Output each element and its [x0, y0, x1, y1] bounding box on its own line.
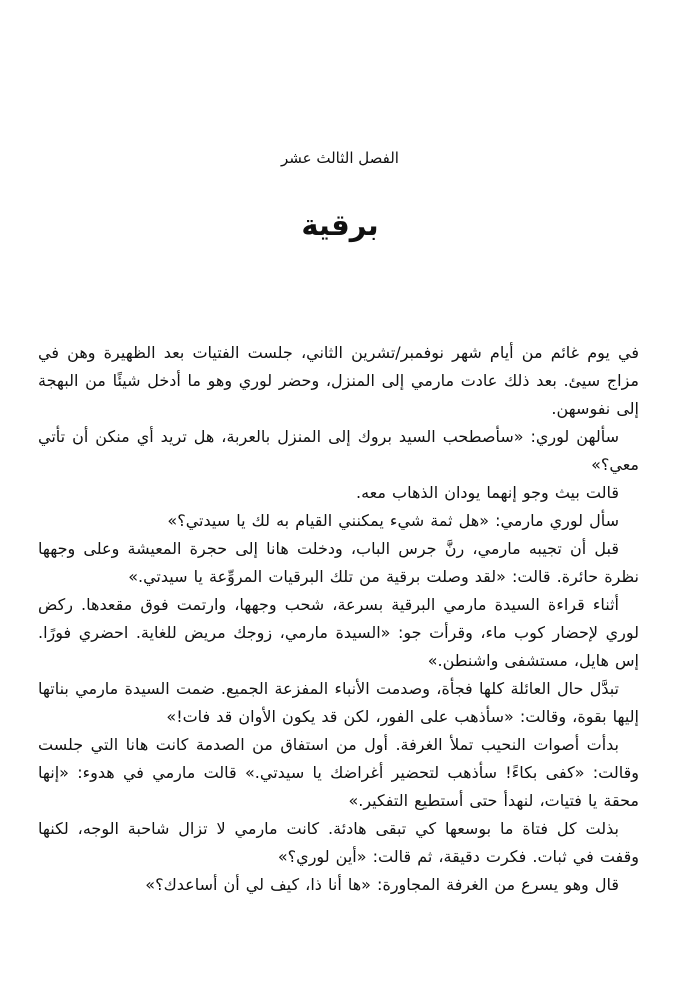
chapter-title: برقية: [301, 208, 379, 242]
paragraph: تبدَّل حال العائلة كلها فجأة، وصدمت الأنباء المفزعة الجميع. ضمت السيدة مارمي بناتها إليها بقوة، وقالت: «سأذهب على الفور، لكن قد يكون الأوان قد فات!»: [38, 679, 639, 726]
paragraph: في يوم غائم من أيام شهر نوفمبر/تشرين الثاني، جلست الفتيات بعد الظهيرة وهن في مزاج سيئ. بعد ذلك عادت مارمي إلى المنزل، وحضر لوري وهو ما أدخل شيئًا من البهجة إلى نفوسهن.: [38, 343, 639, 418]
paragraph: قبل أن تجيبه مارمي، رنَّ جرس الباب، ودخلت هانا إلى حجرة المعيشة وعلى وجهها نظرة حائرة. قالت: «لقد وصلت برقية من تلك البرقيات المروِّعة يا سيدتي.»: [38, 539, 639, 586]
paragraph: أثناء قراءة السيدة مارمي البرقية بسرعة، شحب وجهها، وارتمت فوق مقعدها. ركض لوري لإحضار كوب ماء، وقرأت جو: «السيدة مارمي، زوجك مريض للغاية. احضري فورًا. إس هايل، مستشفى واشنطن.»: [38, 595, 639, 670]
paragraph: قال وهو يسرع من الغرفة المجاورة: «ها أنا ذا، كيف لي أن أساعدك؟»: [145, 875, 619, 894]
chapter-body: [38, 339, 639, 899]
paragraph: سأل لوري مارمي: «هل ثمة شيء يمكنني القيام به لك يا سيدتي؟»: [167, 511, 619, 530]
paragraph: قالت بيث وجو إنهما يودان الذهاب معه.: [356, 483, 619, 502]
paragraph: سألهن لوري: «سأصطحب السيد بروك إلى المنزل بالعربة، هل تريد أي منكن أن تأتي معي؟»: [38, 427, 639, 474]
paragraph: بذلت كل فتاة ما بوسعها كي تبقى هادئة. كانت مارمي لا تزال شاحبة الوجه، لكنها وقفت في ثبات. فكرت دقيقة، ثم قالت: «أين لوري؟»: [38, 819, 639, 866]
chapter-label: الفصل الثالث عشر: [281, 149, 399, 167]
paragraph: بدأت أصوات النحيب تملأ الغرفة. أول من استفاق من الصدمة كانت هانا التي جلست وقالت: «كفى بكاءً! سأذهب لتحضير أغراضك يا سيدتي.» قالت مارمي في هدوء: «إنها محقة يا فتيات، لنهدأ حتى أستطيع التفكير.»: [38, 735, 639, 810]
